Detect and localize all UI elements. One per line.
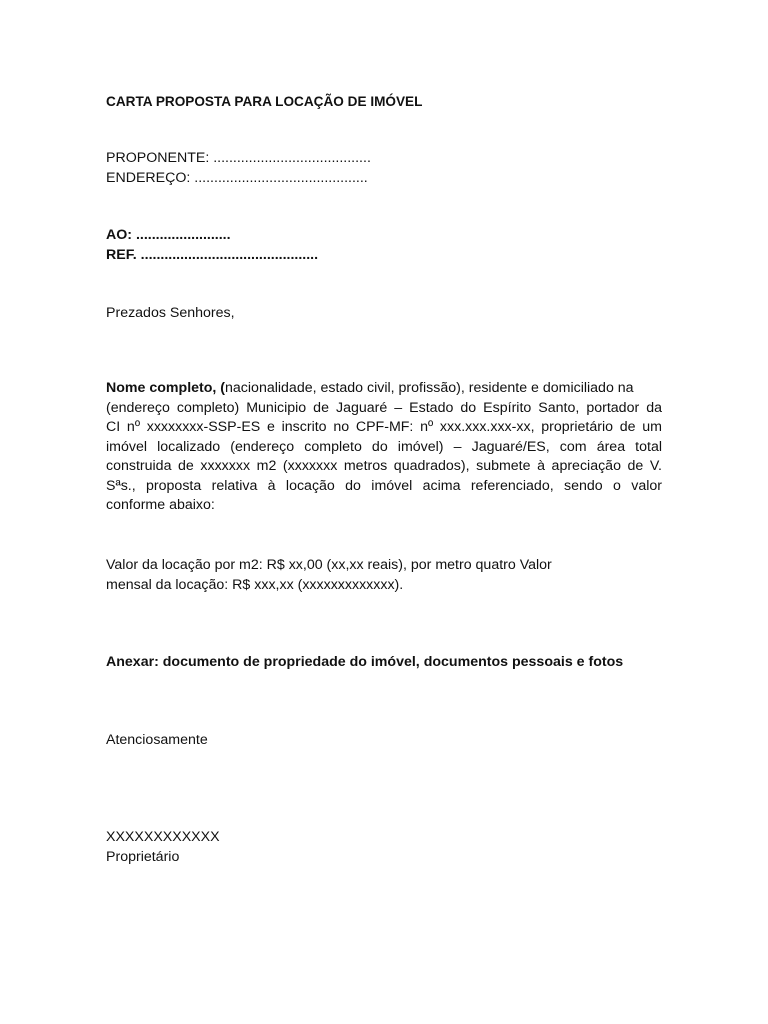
ref-line: REF. ............................................. (106, 246, 319, 263)
body-name-bold: Nome completo, ( (106, 380, 226, 396)
body-line-3: CI nº xxxxxxxx-SSP-ES e inscrito no CPF-MF: nº xxx.xxx.xxx-xx, proprietário de um (106, 419, 662, 435)
body-line-4: imóvel localizado (endereço completo do imóvel) – Jaguaré/ES, com área total (106, 438, 662, 455)
endereco-line: ENDEREÇO: ............................................ (106, 169, 368, 186)
body-line-5: construida de xxxxxxx m2 (xxxxxxx metros quadrados), submete à apreciação de V. (106, 458, 662, 474)
document-title: CARTA PROPOSTA PARA LOCAÇÃO DE IMÓVEL (106, 94, 423, 109)
valor-line-1: Valor da locação por m2: R$ xx,00 (xx,xx reais), por metro quatro Valor (106, 557, 552, 573)
signature-name: XXXXXXXXXXXX (106, 829, 220, 845)
body-paragraph (106, 379, 662, 516)
valor-line-2: mensal da locação: R$ xxx,xx (xxxxxxxxxxxxx). (106, 576, 404, 593)
body-line-6: Sªs., proposta relativa à locação do imóvel acima referenciado, sendo o valor (106, 477, 662, 494)
signature-role: Proprietário (106, 848, 180, 865)
body-line-1 (106, 379, 662, 399)
body-line-2: (endereço completo) Municipio de Jaguaré – Estado do Espírito Santo, portador da (106, 399, 662, 416)
body-line-7: conforme abaixo: (106, 497, 215, 513)
ao-line: AO: ........................ (106, 227, 231, 243)
closing: Atenciosamente (106, 732, 208, 748)
proponente-line: PROPONENTE: ........................................ (106, 150, 371, 166)
salutation: Prezados Senhores, (106, 305, 235, 321)
anexar-line: Anexar: documento de propriedade do imóvel, documentos pessoais e fotos (106, 654, 624, 670)
body-line-1-rest: nacionalidade, estado civil, profissão), residente e domiciliado na (225, 380, 634, 396)
